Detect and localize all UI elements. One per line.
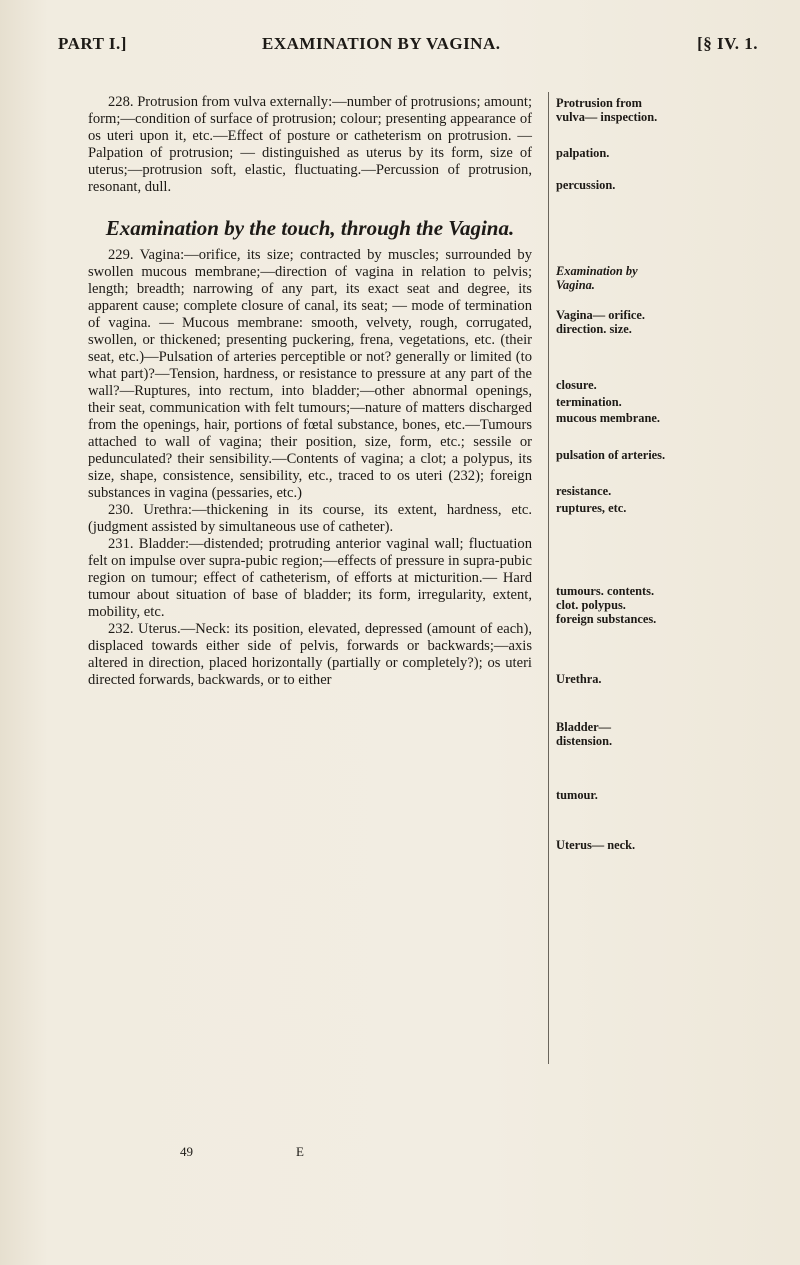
folio-number: 49 xyxy=(180,1144,193,1159)
note-exam-heading: Examination by Vagina. xyxy=(556,264,638,292)
margin-rule xyxy=(548,92,549,1064)
paragraph-230: 230. Urethra:—thickening in its course, its extent, hardness, etc. (judgment assisted by simultaneous use of catheter). xyxy=(88,502,532,535)
note-pulsation: pulsation of arteries. xyxy=(556,448,666,462)
note-palpation: palpation. xyxy=(556,146,610,160)
header-section: [§ IV. 1. xyxy=(697,34,758,53)
note-tumours: tumours. contents. clot. polypus. foreign substances. xyxy=(556,584,657,626)
note-urethra: Urethra. xyxy=(556,672,602,686)
signature-mark: E xyxy=(296,1144,304,1159)
running-header xyxy=(58,34,758,60)
header-part: PART I.] xyxy=(58,34,127,53)
note-uterus: Uterus— neck. xyxy=(556,838,636,852)
note-ruptures: ruptures, etc. xyxy=(556,501,627,515)
paragraph-229: 229. Vagina:—orifice, its size; contracted by muscles; surrounded by swollen mucous membrane;—direction of vagina in relation to pelvis; length; breadth; narrowing of any part, its exact seat and degree, its apparent cause; complete closure of canal, its seat; — mode of termination of vagina. — Mucous membrane: smooth, velvety, rough, corrugated, swollen, or thickened; presenting puckering, frena, vegetations, etc. (their seat, etc.)—Pulsation of arteries perceptible or not? generally or limited (to what part)?—Tension, hardness, or resistance to pressure at any part of the wall?—Ruptures, into rectum, into bladder;—other abnormal openings, their seat, communication with felt tumours;—nature of matters discharged from the openings, hair, portions of fœtal substance, bones, etc.—Tumours attached to wall of vagina; their position, size, form, etc.; sessile or pedunculated? their sensibility.—Contents of vagina; a clot; a polypus, its size, shape, consistence, sensibility, etc., traced to os uteri (232); foreign substances in vagina (pessaries, etc.) xyxy=(88,247,532,501)
section-heading: Examination by the touch, through the Vagina. xyxy=(105,216,515,240)
paragraph-232: 232. Uterus.—Neck: its position, elevated, depressed (amount of each), displaced towards either side of pelvis, forwards or backwards;—axis altered in direction, placed horizontally (partially or completely?); os uteri directed forwards, backwards, or to either xyxy=(88,621,532,688)
note-bladder: Bladder— distension. xyxy=(556,720,613,748)
note-tumour: tumour. xyxy=(556,788,598,802)
paragraph-228: 228. Protrusion from vulva externally:—number of protrusions; amount; form;—condition of surface of protrusion; colour; presenting appearance of os uteri upon it, etc.—Effect of posture or catheterism on protrusion. — Palpation of protrusion; — distinguished as uterus by its form, size of uterus;—protrusion soft, elastic, fluctuating.—Percussion of protrusion, resonant, dull. xyxy=(88,94,532,195)
page-footer xyxy=(180,1144,480,1164)
note-closure: closure. xyxy=(556,378,597,392)
note-resistance: resistance. xyxy=(556,484,612,498)
note-protrusion: Protrusion from vulva— inspection. xyxy=(556,96,658,124)
main-text xyxy=(88,94,532,689)
paragraph-231: 231. Bladder:—distended; protruding anterior vaginal wall; fluctuation felt on impulse over supra-pubic region;—effects of pressure in supra-pubic region on tumour; effect of catheterism, of efforts at micturition.— Hard tumour about situation of base of bladder; its form, irregularity, extent, mobility, etc. xyxy=(88,536,532,620)
note-vagina: Vagina— orifice. direction. size. xyxy=(556,308,646,336)
note-mucous: mucous membrane. xyxy=(556,411,660,425)
header-title: EXAMINATION BY VAGINA. xyxy=(262,34,501,53)
note-termination: termination. xyxy=(556,395,622,409)
note-percussion: percussion. xyxy=(556,178,616,192)
